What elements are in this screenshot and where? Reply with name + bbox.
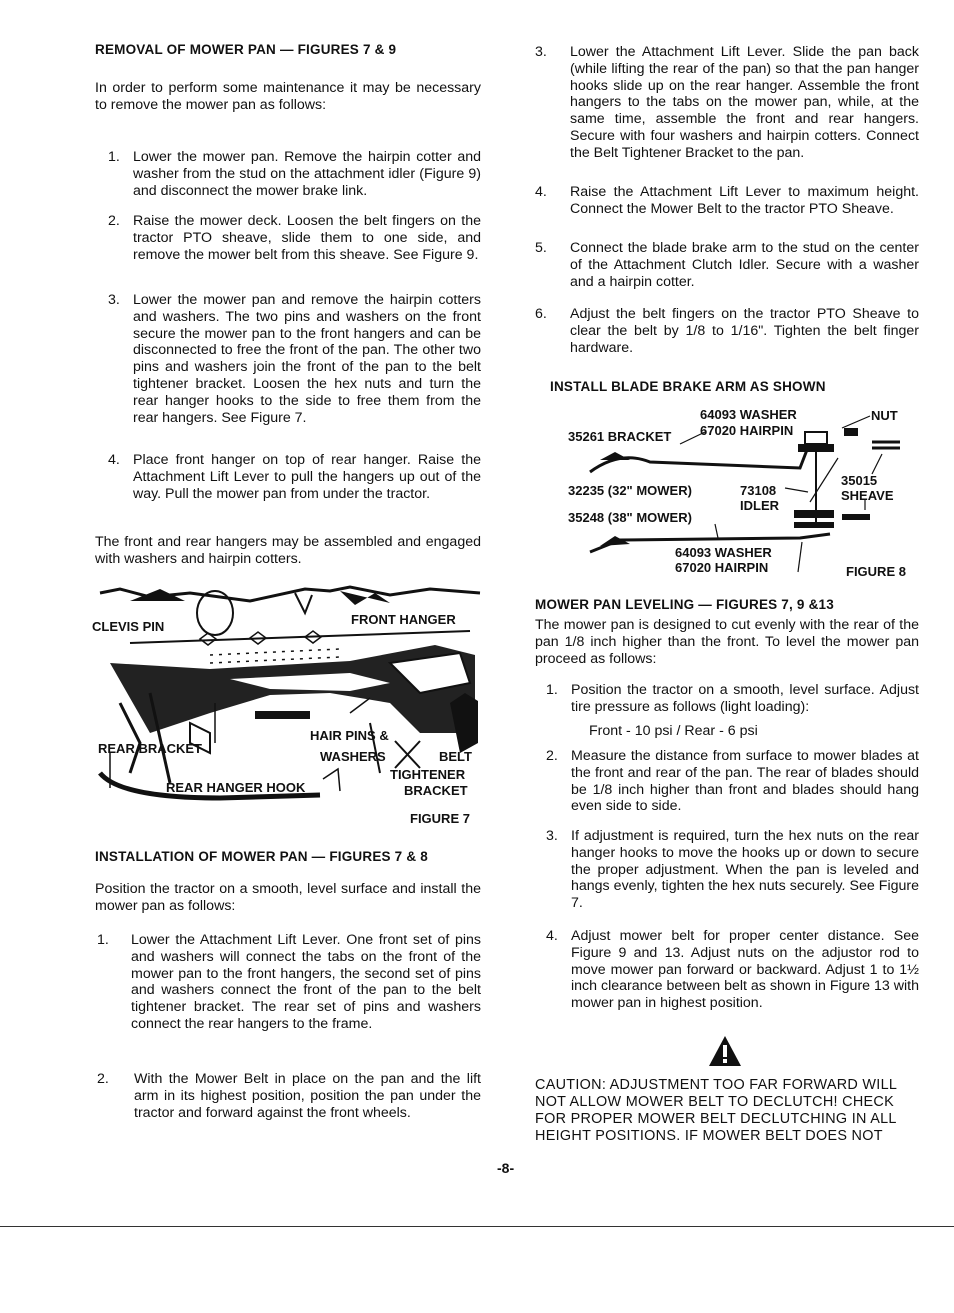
figure-7 — [90, 583, 485, 808]
figure-8-caption: FIGURE 8 — [846, 564, 906, 579]
label-bracket-35261: 35261 BRACKET — [568, 429, 672, 444]
step-number: 6. — [535, 306, 547, 322]
label-nut: NUT — [871, 408, 898, 423]
step-number: 4. — [546, 928, 558, 944]
step-text: Lower the mower pan and remove the hairpin cotters and washers. The two pins and washers on the front secure the mower pan to the front hangers and can be disconnected to free the front of the pan. The other two pins and washers join the front of the pan to the belt tightener bracket. Loosen the hex nuts and turn the rear hanger hooks to the side to free them from the rear hangers. See Figure 7. — [133, 292, 481, 426]
leveling-intro: The mower pan is designed to cut evenly with the rear of the pan 1/8 inch higher than the front. To level the mower pan proceed as follows: — [535, 617, 919, 667]
label-washer-bottom: 64093 WASHER — [675, 545, 772, 560]
step-number: 1. — [97, 932, 109, 948]
step-number: 1. — [108, 149, 120, 165]
step-number: 2. — [108, 213, 120, 229]
step-text: Lower the Attachment Lift Lever. One front set of pins and washers will connect the tabs on the front of the mower pan to the front hangers, the second set of pins and washers connect the front of the pan to the belt tightener bracket. The rear set of pins and washers connect the rear hangers to the frame. — [131, 932, 481, 1032]
label-rear-bracket: REAR BRACKET — [98, 741, 202, 756]
step-number: 5. — [535, 240, 547, 256]
label-washers: WASHERS — [320, 749, 386, 764]
step-text: With the Mower Belt in place on the pan and the lift arm in its highest position, position the pan under the tractor and forward against the front wheels. — [134, 1071, 481, 1121]
label-front-hanger: FRONT HANGER — [351, 612, 456, 627]
step-number: 1. — [546, 682, 558, 698]
label-mower-38: 35248 (38" MOWER) — [568, 510, 692, 525]
removal-note: The front and rear hangers may be assembled and engaged with washers and hairpin cotters. — [95, 534, 481, 567]
removal-intro: In order to perform some maintenance it may be necessary to remove the mower pan as follows: — [95, 80, 481, 113]
step-number: 3. — [108, 292, 120, 308]
label-idler: IDLER — [740, 498, 779, 513]
step-number: 4. — [108, 452, 120, 468]
warning-icon — [708, 1035, 742, 1067]
brake-heading: INSTALL BLADE BRAKE ARM AS SHOWN — [550, 379, 826, 394]
step-text: Lower the Attachment Lift Lever. Slide the pan back (while lifting the rear of the pan) so that the pan hanger hooks slide up on the rear hanger. Assemble the front hangers to the tabs on the mower pan, while, at the same time, assemble the front and rear hangers. Secure with four washers and hairpin cotters. Connect the Belt Tightener Bracket to the pan. — [570, 44, 919, 161]
figure-7-caption: FIGURE 7 — [410, 811, 470, 826]
install-intro: Position the tractor on a smooth, level surface and install the mower pan as follows: — [95, 881, 481, 914]
step-text: Connect the blade brake arm to the stud on the center of the Attachment Clutch Idler. Secure with a washer and a hairpin cotter. — [570, 240, 919, 290]
label-bracket: BRACKET — [404, 783, 468, 798]
removal-heading: REMOVAL OF MOWER PAN — FIGURES 7 & 9 — [95, 42, 397, 57]
step-text: Raise the mower deck. Loosen the belt fingers on the tractor PTO sheave, slide them to one side, and remove the mower belt from this sheave. See Figure 9. — [133, 213, 481, 263]
step-text: Place front hanger on top of rear hanger. Raise the Attachment Lift Lever to pull the hangers up out of the way. Pull the mower pan from under the tractor. — [133, 452, 481, 502]
label-mower-32: 32235 (32" MOWER) — [568, 483, 692, 498]
label-sheave: SHEAVE — [841, 488, 894, 503]
step-number: 3. — [546, 828, 558, 844]
page-number: -8- — [497, 1160, 515, 1176]
tire-pressure: Front - 10 psi / Rear - 6 psi — [589, 723, 758, 739]
label-idler-number: 73108 — [740, 483, 777, 498]
label-rear-hanger-hook: REAR HANGER HOOK — [166, 780, 306, 795]
step-text: Lower the mower pan. Remove the hairpin cotter and washer from the stud on the attachment idler (Figure 9) and disconnect the mower brake link. — [133, 149, 481, 199]
step-text: Adjust the belt fingers on the tractor PTO Sheave to clear the belt by 1/8 to 1/16". Tighten the belt finger hardware. — [570, 306, 919, 356]
page-bottom-rule — [0, 1226, 954, 1227]
step-number: 4. — [535, 184, 547, 200]
step-text: Raise the Attachment Lift Lever to maximum height. Connect the Mower Belt to the tractor PTO Sheave. — [570, 184, 919, 217]
label-tightener: TIGHTENER — [390, 767, 466, 782]
caution-text: CAUTION: ADJUSTMENT TOO FAR FORWARD WILL NOT ALLOW MOWER BELT TO DECLUTCH! CHECK FOR PROPER MOWER BELT DECLUTCHING IN ALL HEIGHT POSITIONS. IF MOWER BELT DOES NOT — [535, 1077, 897, 1144]
step-number: 2. — [97, 1071, 109, 1087]
figure-8 — [560, 402, 920, 582]
label-hairpin-bottom: 67020 HAIRPIN — [675, 560, 769, 575]
step-text: Measure the distance from surface to mower blades at the front and rear of the pan. The rear of blades should be 1/8 inch higher than front and blades should hang even side to side. — [571, 748, 919, 815]
install-heading: INSTALLATION OF MOWER PAN — FIGURES 7 & 8 — [95, 849, 428, 864]
label-sheave-number: 35015 — [841, 473, 878, 488]
step-number: 3. — [535, 44, 547, 60]
label-clevis-pin: CLEVIS PIN — [92, 619, 165, 634]
label-washer-top: 64093 WASHER — [700, 407, 797, 422]
step-text: Adjust mower belt for proper center distance. See Figure 9 and 13. Adjust nuts on the adjustor rod to move mower pan forward or backward. Adjust 1 to 1½ inch clearance between belt as shown in Figure 13 with mower pan in highest position. — [571, 928, 919, 1012]
step-number: 2. — [546, 748, 558, 764]
leveling-heading: MOWER PAN LEVELING — FIGURES 7, 9 &13 — [535, 597, 834, 612]
step-text: Position the tractor on a smooth, level surface. Adjust tire pressure as follows (light loading): — [571, 682, 919, 715]
label-hair-pins: HAIR PINS & — [310, 728, 389, 743]
label-belt: BELT — [439, 749, 472, 764]
step-text: If adjustment is required, turn the hex nuts on the rear hanger hooks to move the hooks up or down to secure the proper adjustment. When the pan is leveled and hangs evenly, tighten the hex nuts securely. See Figure 7. — [571, 828, 919, 912]
label-hairpin-top: 67020 HAIRPIN — [700, 423, 794, 438]
